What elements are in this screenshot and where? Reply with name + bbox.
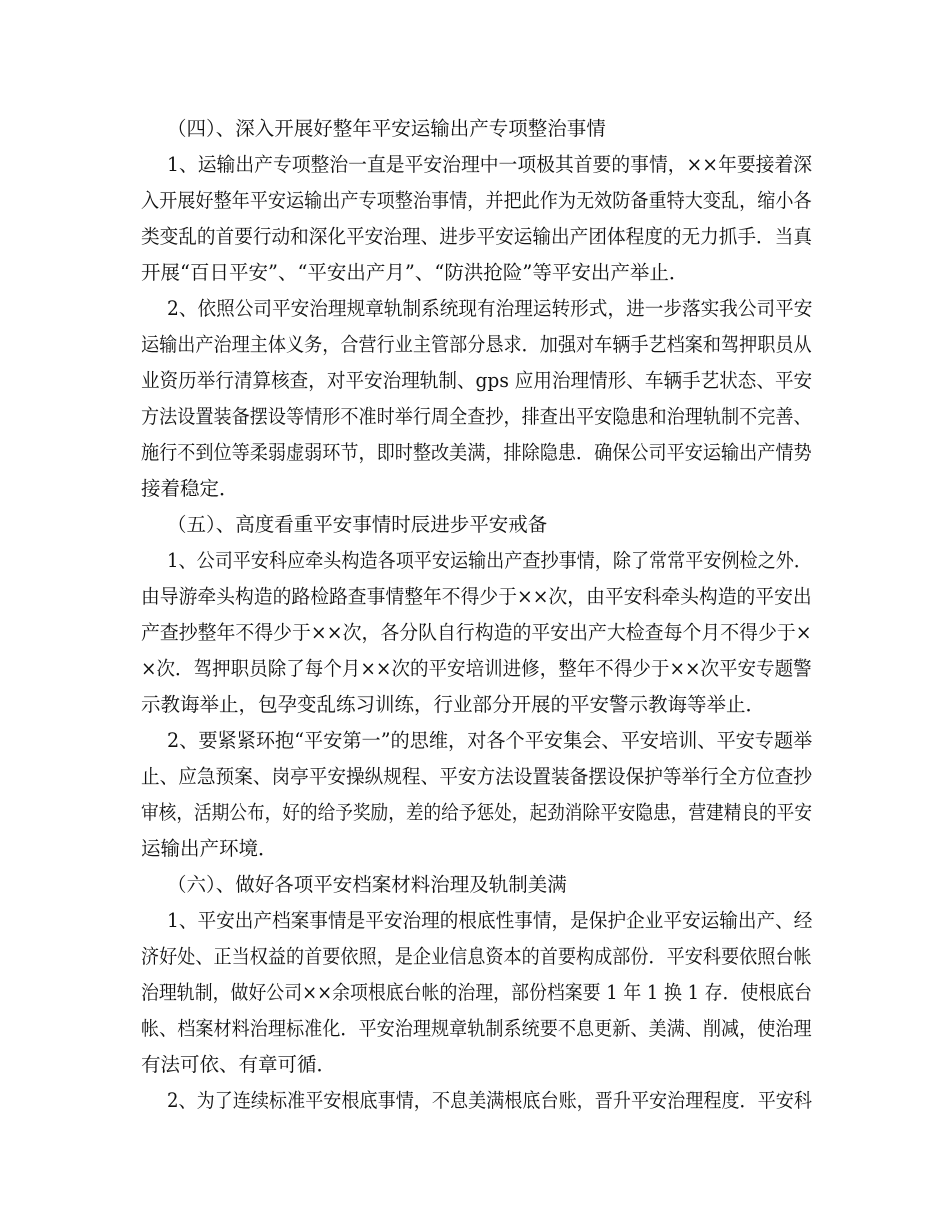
paragraph-line: 止、应急预案、岗亭平安操纵规程、平安方法设置装备摆设保护等举行全方位查抄: [141, 765, 812, 788]
paragraph-line: 1、公司平安科应牵头构造各项平安运输出产查抄事情，除了常常平安例检之外．: [167, 549, 812, 572]
paragraph-line: 类变乱的首要行动和深化平安治理、进步平安运输出产团体程度的无力抓手．当真: [141, 225, 812, 248]
paragraph-line: 运输出产环境．: [141, 837, 278, 860]
paragraph-line: ×次．驾押职员除了每个月××次的平安培训进修，整年不得少于××次平安专题警: [141, 657, 812, 680]
paragraph-line: 有法可依、有章可循．: [141, 1053, 337, 1076]
paragraph-line: 1、运输出产专项整治一直是平安治理中一项极其首要的事情，××年要接着深: [167, 153, 813, 176]
paragraph-line: 运输出产治理主体义务，合营行业主管部分恳求．加强对车辆手艺档案和驾押职员从: [141, 333, 812, 356]
paragraph-line: 产查抄整年不得少于××次，各分队自行构造的平安出产大检查每个月不得少于×: [141, 621, 812, 644]
section-heading-5: （五）、高度看重平安事情时辰进步平安戒备: [167, 513, 548, 536]
paragraph-line: 由导游牵头构造的路检路查事情整年不得少于××次，由平安科牵头构造的平安出: [141, 585, 812, 608]
paragraph-line: 示教诲举止，包孕变乱练习训练，行业部分开展的平安警示教诲等举止．: [141, 693, 766, 716]
section-heading-6: （六）、做好各项平安档案材料治理及轨制美满: [167, 873, 567, 896]
paragraph-line: 施行不到位等柔弱虚弱环节，即时整改美满，排除隐患．确保公司平安运输出产情势: [141, 441, 812, 464]
paragraph-line: 济好处、正当权益的首要依照，是企业信息资本的首要构成部份．平安科要依照台帐: [141, 945, 812, 968]
paragraph-line: 2、为了连续标准平安根底事情，不息美满根底台账，晋升平安治理程度．平安科: [167, 1089, 812, 1112]
paragraph-line: 业资历举行清算核查，对平安治理轨制、gps 应用治理情形、车辆手艺状态、平安: [141, 369, 813, 392]
section-heading-4: （四）、深入开展好整年平安运输出产专项整治事情: [167, 117, 606, 140]
paragraph-line: 开展“百日平安”、“平安出产月”、“防洪抢险”等平安出产举止．: [141, 261, 689, 284]
paragraph-line: 入开展好整年平安运输出产专项整治事情，并把此作为无效防备重特大变乱，缩小各: [141, 189, 812, 212]
paragraph-line: 1、平安出产档案事情是平安治理的根底性事情，是保护企业平安运输出产、经: [167, 909, 813, 932]
paragraph-line: 2、要紧紧环抱“平安第一”的思维，对各个平安集会、平安培训、平安专题举: [167, 729, 813, 752]
paragraph-line: 方法设置装备摆设等情形不准时举行周全查抄，排查出平安隐患和治理轨制不完善、: [141, 405, 812, 428]
paragraph-line: 治理轨制，做好公司××余项根底台帐的治理，部份档案要 1 年 1 换 1 存．使根底台: [141, 981, 813, 1004]
paragraph-line: 帐、档案材料治理标准化．平安治理规章轨制系统要不息更新、美满、削减，使治理: [141, 1017, 812, 1040]
paragraph-line: 审核，活期公布，好的给予奖励，差的给予惩处，起劲消除平安隐患，营建精良的平安: [141, 801, 812, 824]
paragraph-line: 接着稳定．: [141, 477, 239, 500]
paragraph-line: 2、依照公司平安治理规章轨制系统现有治理运转形式，进一步落实我公司平安: [167, 297, 813, 320]
